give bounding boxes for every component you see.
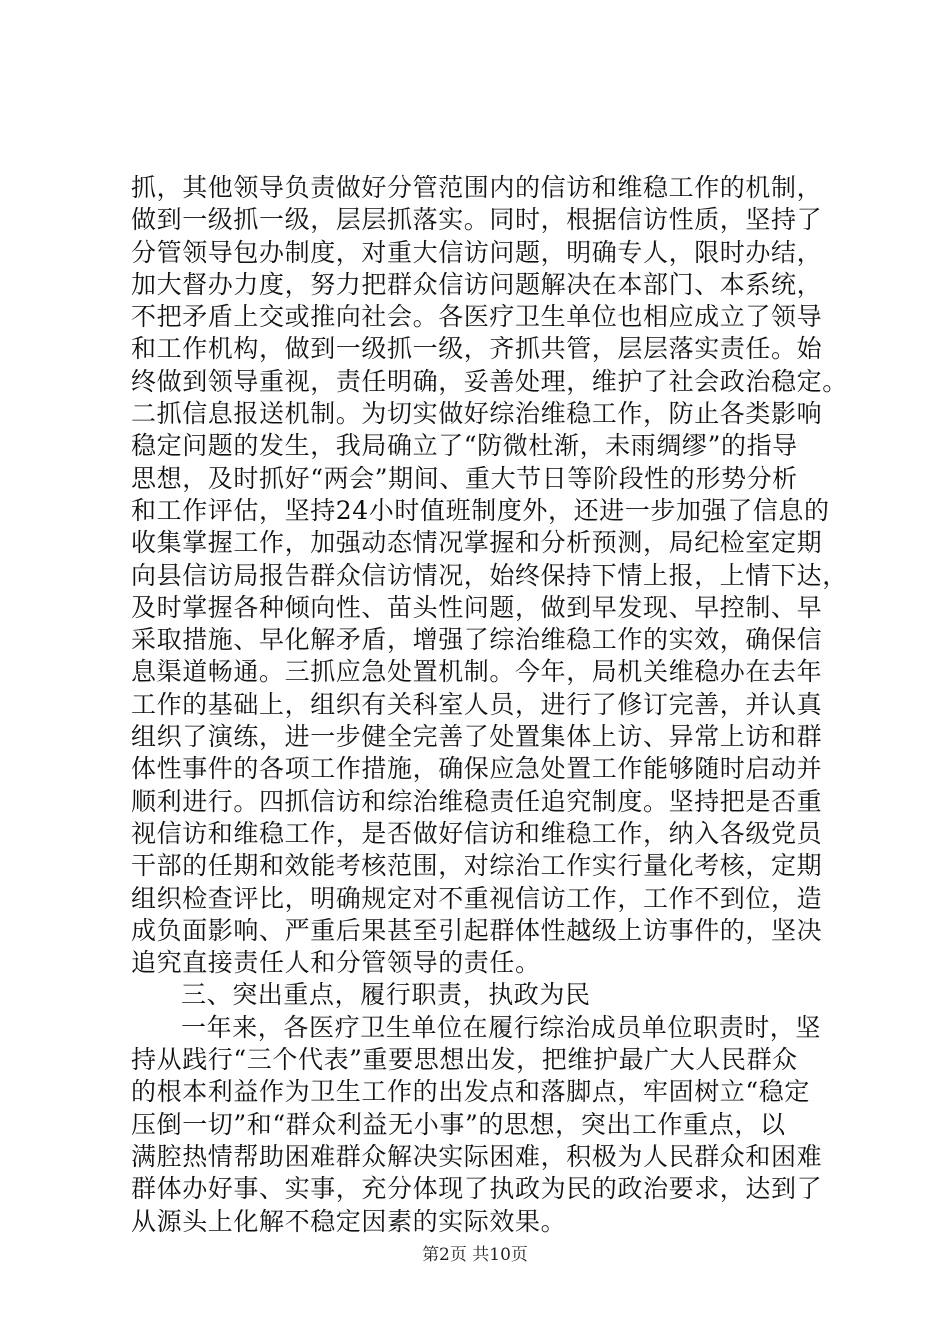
body-line: 干部的任期和效能考核范围，对综治工作实行量化考核，定期 — [131, 851, 823, 881]
body-line: 加大督办力度，努力把群众信访问题解决在本部门、本系统， — [131, 269, 823, 299]
body-line: 息渠道畅通。三抓应急处置机制。今年，局机关维稳办在去年 — [131, 657, 823, 687]
body-line: 工作的基础上，组织有关科室人员，进行了修订完善，并认真 — [131, 689, 823, 719]
body-line: 稳定问题的发生，我局确立了“防微杜渐，未雨绸缪”的指导 — [131, 431, 798, 461]
body-line: 体性事件的各项工作措施，确保应急处置工作能够随时启动并 — [131, 754, 823, 784]
body-line: 和工作机构，做到一级抓一级，齐抓共管，层层落实责任。始 — [131, 334, 823, 364]
document-body — [131, 172, 848, 1238]
paragraph-line: 的根本利益作为卫生工作的出发点和落脚点，牢固树立“稳定 — [131, 1077, 810, 1107]
body-line: 视信访和维稳工作，是否做好信访和维稳工作，纳入各级党员 — [131, 818, 823, 848]
section-heading: 三、突出重点，履行职责，执政为民 — [181, 980, 591, 1010]
body-line: 追究直接责任人和分管领导的责任。 — [131, 948, 541, 978]
body-line: 终做到领导重视，责任明确，妥善处理，维护了社会政治稳定。 — [131, 366, 848, 396]
body-line: 抓，其他领导负责做好分管范围内的信访和维稳工作的机制， — [131, 173, 823, 202]
paragraph-line: 压倒一切”和“群众利益无小事”的思想，突出工作重点，以 — [131, 1109, 786, 1139]
body-line: 二抓信息报送机制。为切实做好综治维稳工作，防止各类影响 — [131, 399, 823, 429]
body-line: 成负面影响、严重后果甚至引起群体性越级上访事件的，坚决 — [131, 915, 823, 945]
page-footer — [0, 1245, 950, 1265]
body-line: 向县信访局报告群众信访情况，始终保持下情上报，上情下达， — [131, 560, 848, 590]
body-line: 分管领导包办制度，对重大信访问题，明确专人，限时办结， — [131, 237, 823, 267]
body-line: 采取措施、早化解矛盾，增强了综治维稳工作的实效，确保信 — [131, 625, 823, 655]
body-line: 思想，及时抓好“两会”期间、重大节日等阶段性的形势分析 — [131, 463, 798, 493]
body-line: 顺利进行。四抓信访和综治维稳责任追究制度。坚持把是否重 — [131, 786, 823, 816]
body-line: 做到一级抓一级，层层抓落实。同时，根据信访性质，坚持了 — [131, 205, 823, 235]
body-line: 不把矛盾上交或推向社会。各医疗卫生单位也相应成立了领导 — [131, 302, 823, 332]
body-line: 和工作评估，坚持24小时值班制度外，还进一步加强了信息的 — [131, 495, 830, 525]
paragraph-line: 满腔热情帮助困难群众解决实际困难，积极为人民群众和困难 — [131, 1141, 823, 1171]
paragraph-line: 群体办好事、实事，充分体现了执政为民的政治要求，达到了 — [131, 1174, 823, 1204]
paragraph-line: 从源头上化解不稳定因素的实际效果。 — [131, 1206, 567, 1236]
body-line: 组织检查评比，明确规定对不重视信访工作，工作不到位，造 — [131, 883, 823, 913]
body-line: 及时掌握各种倾向性、苗头性问题，做到早发现、早控制、早 — [131, 592, 823, 622]
body-line: 组织了演练，进一步健全完善了处置集体上访、异常上访和群 — [131, 722, 823, 752]
paragraph-line: 一年来，各医疗卫生单位在履行综治成员单位职责时，坚 — [181, 1012, 822, 1042]
page-number: 第2页 共10页 — [422, 1245, 528, 1265]
body-line: 收集掌握工作，加强动态情况掌握和分析预测，局纪检室定期 — [131, 528, 823, 558]
paragraph-line: 持从践行“三个代表”重要思想出发，把维护最广大人民群众 — [131, 1045, 798, 1075]
